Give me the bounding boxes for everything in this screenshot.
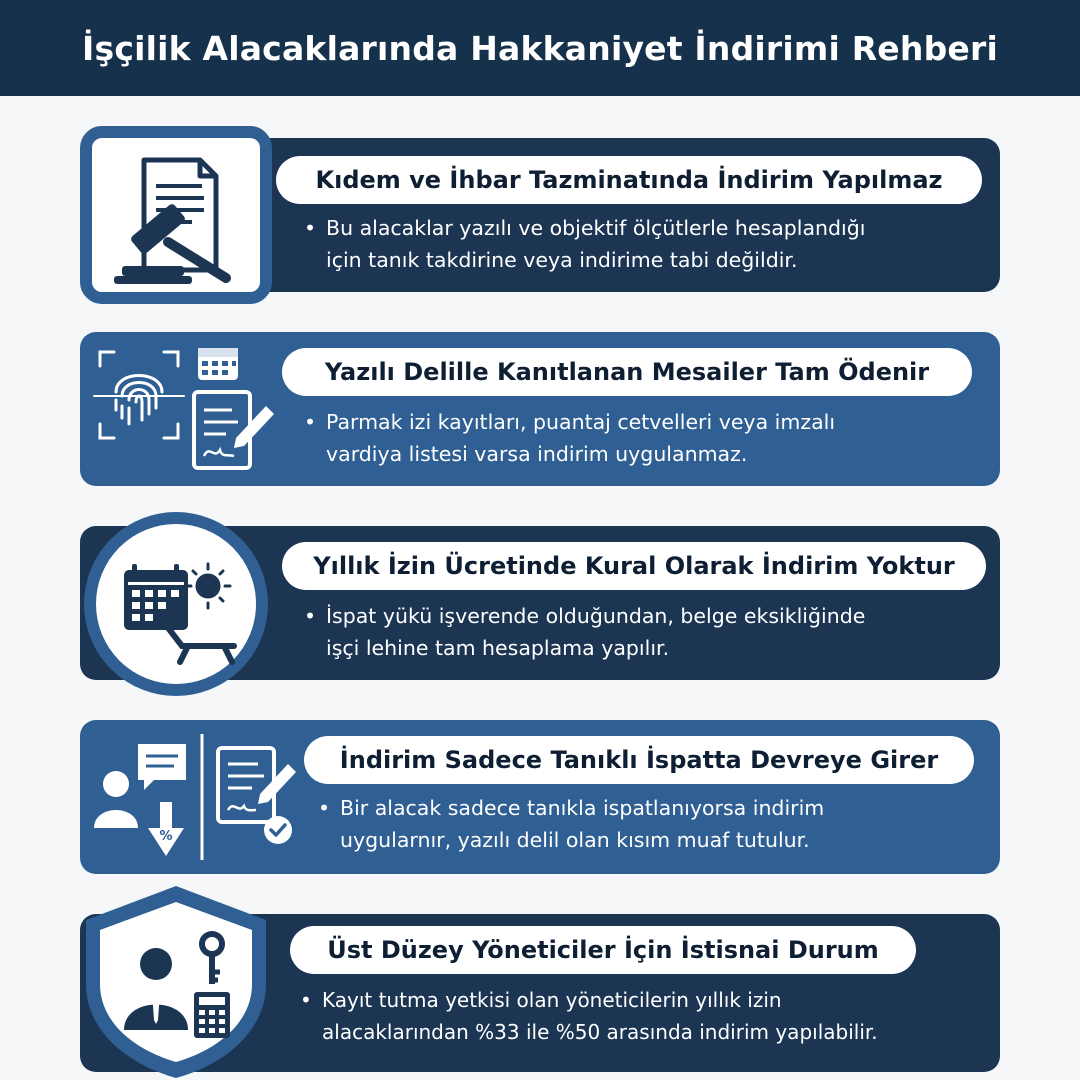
percent-down-icon — [148, 802, 184, 856]
section-icon-ring-3 — [84, 512, 268, 696]
bullet-dot: • — [304, 216, 317, 240]
gavel-document-icon — [92, 138, 260, 292]
bullet-dot: • — [304, 410, 317, 434]
section-bullet-4 — [318, 792, 988, 856]
section-bullet-4-line2: uygularnır, yazılı delil olan kısım muaf tutulur. — [340, 828, 810, 852]
section-bullet-2-line2: vardiya listesi varsa indirim uygulanmaz. — [326, 442, 748, 466]
signed-document-icon — [194, 392, 274, 468]
section-bullet-2-line1: Parmak izi kayıtları, puantaj cetvelleri veya imzalı — [326, 410, 836, 434]
bullet-dot: • — [300, 988, 312, 1012]
section-bullet-3-line2: işçi lehine tam hesaplama yapılır. — [326, 636, 670, 660]
section-heading-3: Yıllık İzin Ücretinde Kural Olarak İndirim Yoktur — [282, 542, 986, 590]
signed-document-check-icon — [218, 748, 296, 844]
section-heading-1: Kıdem ve İhbar Tazminatında İndirim Yapılmaz — [276, 156, 982, 204]
witness-icon — [94, 771, 138, 828]
header-bar — [0, 0, 1080, 96]
calendar-icon — [198, 348, 238, 380]
fingerprint-icon — [94, 352, 184, 438]
section-heading-2: Yazılı Delille Kanıtlanan Mesailer Tam Ödenir — [282, 348, 972, 396]
section-bullet-1-line1: Bu alacaklar yazılı ve objektif ölçütlerle hesaplandığı — [326, 216, 866, 240]
section-bullet-2 — [304, 406, 984, 470]
section-bullet-5-line2: alacaklarından %33 ile %50 arasında indirim yapılabilir. — [322, 1020, 878, 1044]
bullet-dot: • — [304, 604, 317, 628]
section-bullet-5 — [300, 984, 990, 1048]
shield-icon — [76, 880, 276, 1080]
bullet-dot: • — [318, 796, 331, 820]
evidence-icons — [86, 334, 282, 484]
section-bullet-4-line1: Bir alacak sadece tanıkla ispatlanıyorsa indirim — [340, 796, 825, 820]
section-heading-5: Üst Düzey Yöneticiler İçin İstisnai Durum — [290, 926, 916, 974]
page-title: İşçilik Alacaklarında Hakkaniyet İndirimi Rehberi — [82, 28, 998, 68]
section-bullet-1 — [304, 212, 984, 276]
sun-icon — [186, 564, 230, 608]
vacation-icon — [96, 524, 256, 684]
calendar-icon — [124, 564, 188, 630]
section-bullet-3 — [304, 600, 984, 664]
section-bullet-1-line2: için tanık takdirine veya indirime tabi değildir. — [326, 248, 798, 272]
witness-icons — [86, 722, 306, 872]
calculator-icon — [194, 992, 230, 1038]
section-bullet-5-line1: Kayıt tutma yetkisi olan yöneticilerin yıllık izin — [322, 988, 782, 1012]
speech-bubble-icon — [138, 744, 186, 790]
section-bullet-3-line1: İspat yükü işverende olduğundan, belge eksikliğinde — [326, 604, 866, 628]
section-heading-4: İndirim Sadece Tanıklı İspatta Devreye Girer — [304, 736, 974, 784]
section-icon-frame-1 — [80, 126, 272, 304]
percent-symbol: % — [159, 829, 173, 844]
